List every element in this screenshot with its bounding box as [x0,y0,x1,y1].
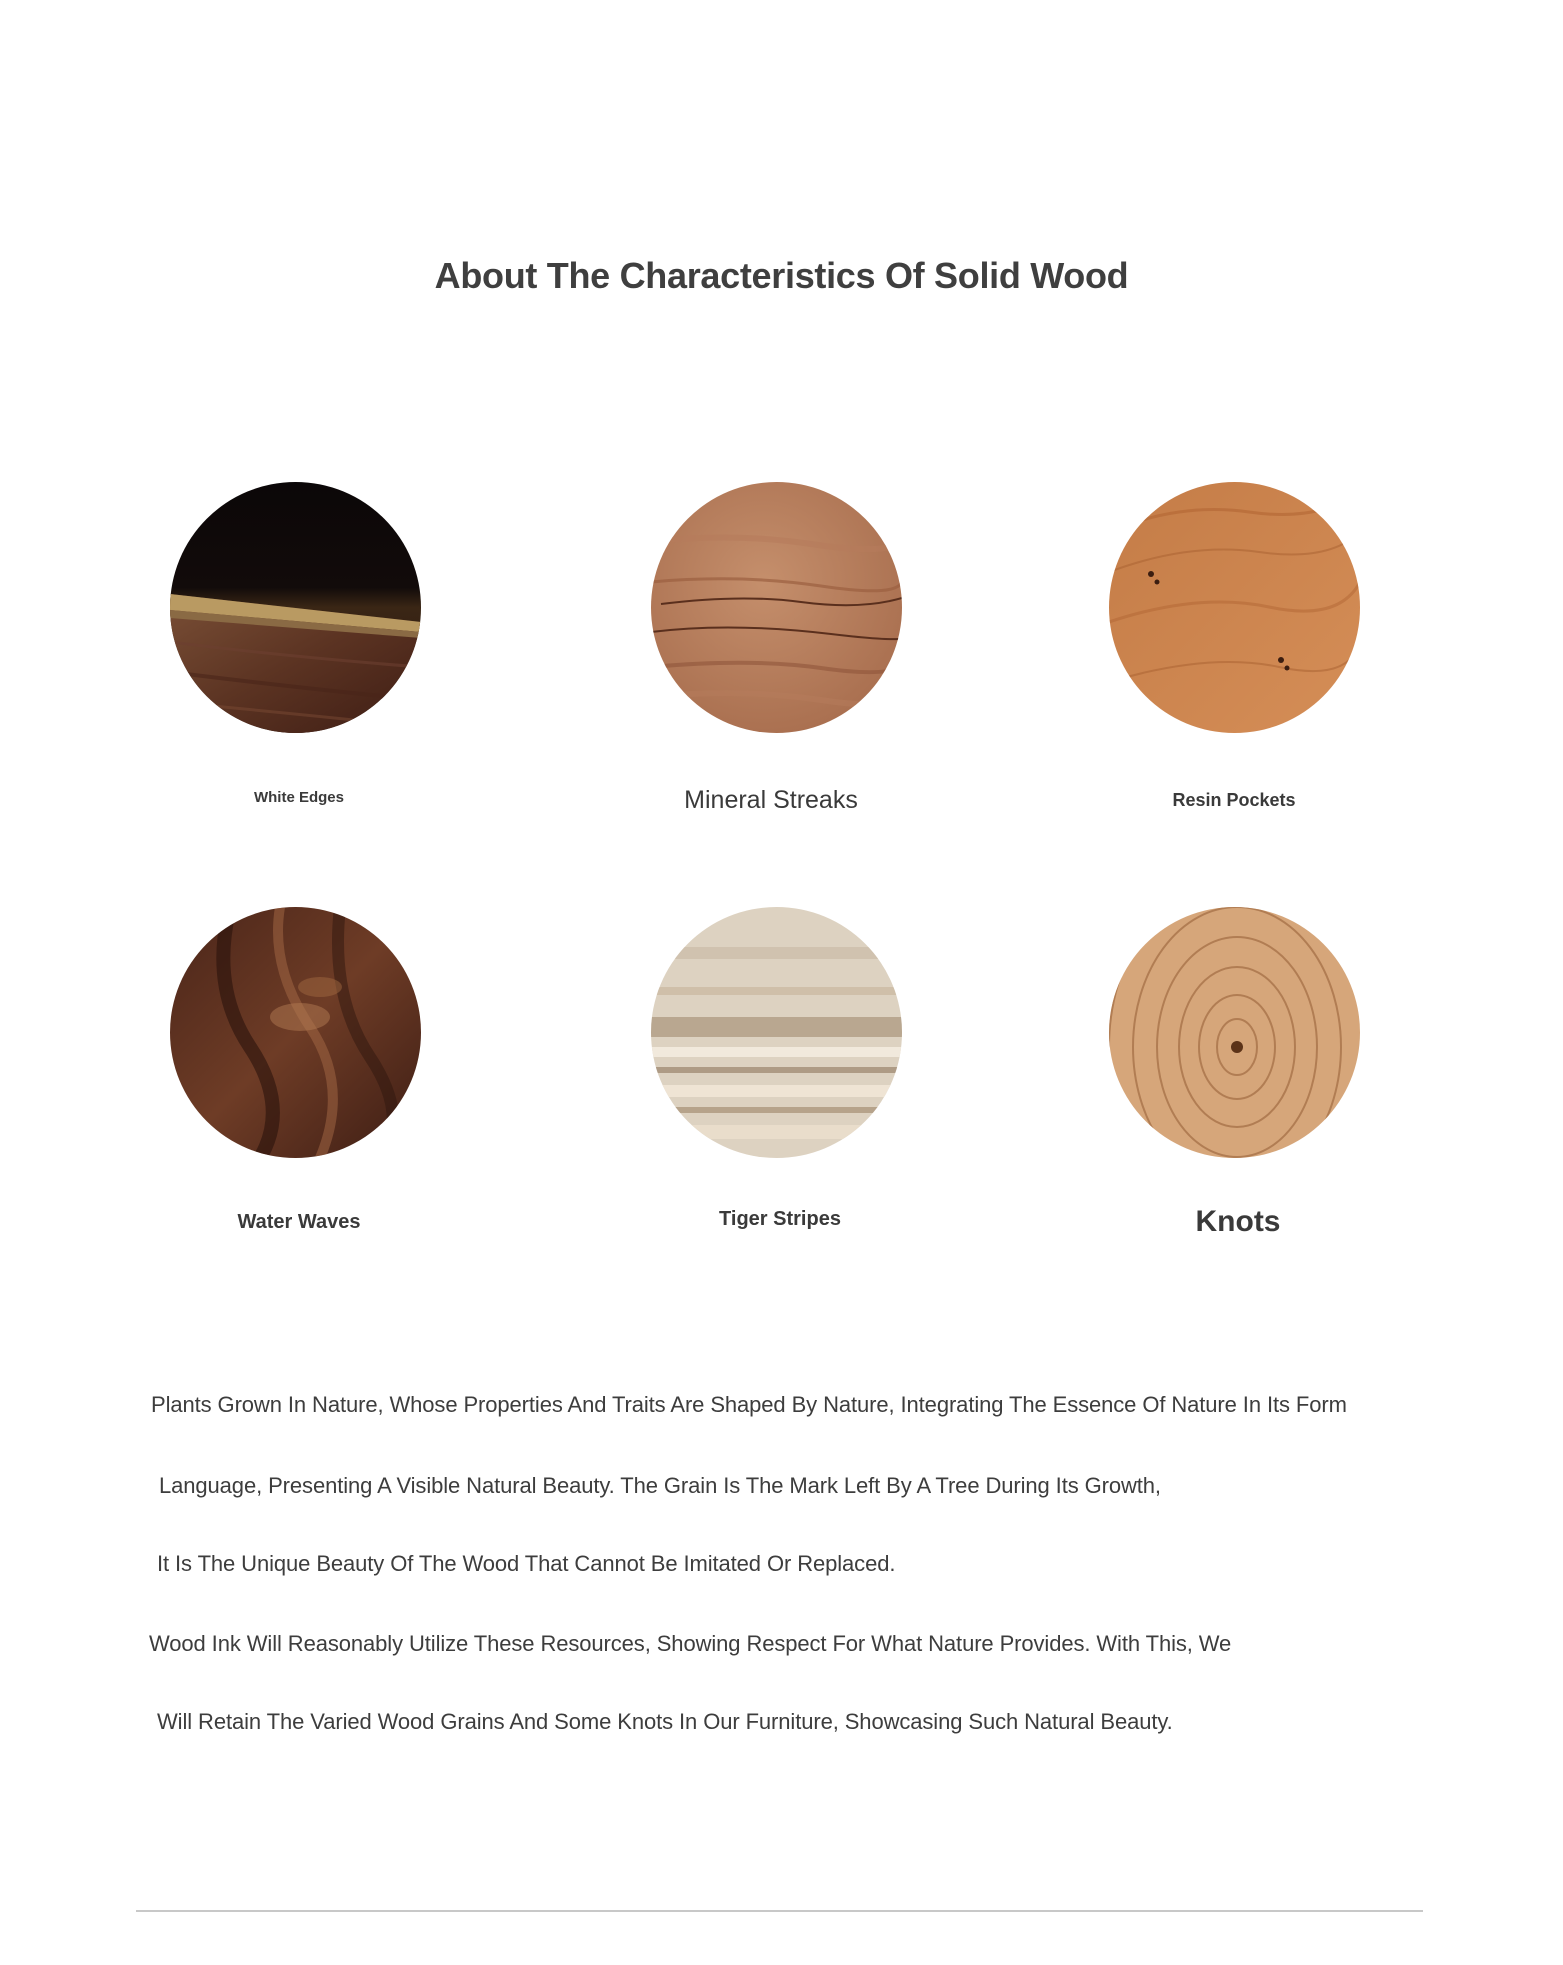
paragraph-line-2: Language, Presenting A Visible Natural Beauty. The Grain Is The Mark Left By A Tree During Its Growth, [159,1473,1161,1498]
page-title: About The Characteristics Of Solid Wood [434,255,1129,296]
water-waves-label: Water Waves [237,1211,361,1233]
paragraph-line-4: Wood Ink Will Reasonably Utilize These Resources, Showing Respect For What Nature Provides. With This, We [149,1631,1232,1656]
white-edges-label: White Edges [253,789,344,806]
knots-image [1109,907,1360,1158]
tiger-stripes-image [651,907,902,1158]
paragraph-line-3: It Is The Unique Beauty Of The Wood That Cannot Be Imitated Or Replaced. [157,1551,896,1576]
footer-divider [136,1910,1423,1912]
paragraph-line-1: Plants Grown In Nature, Whose Properties And Traits Are Shaped By Nature, Integrating The Essence Of Nature In Its Form [151,1392,1347,1417]
white-edges-image [170,482,421,733]
water-waves-image [170,907,421,1158]
resin-pockets-label: Resin Pockets [1172,790,1296,810]
knots-label: Knots [1195,1205,1281,1238]
tiger-stripes-label: Tiger Stripes [719,1208,841,1230]
mineral-streaks-image [651,482,902,733]
mineral-streaks-label: Mineral Streaks [684,786,858,814]
paragraph-line-5: Will Retain The Varied Wood Grains And Some Knots In Our Furniture, Showcasing Such Natural Beauty. [157,1709,1173,1734]
resin-pockets-image [1109,482,1360,733]
